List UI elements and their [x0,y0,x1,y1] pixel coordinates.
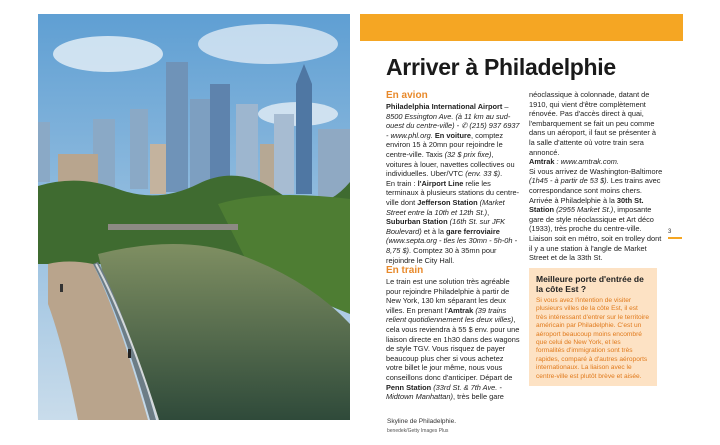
airport-address: 8500 Essington Ave. (à 11 km au sud-ouest du centre-ville) - ✆ (215) 937 6937 - www.phl.org. [386,111,520,140]
30th-station: 30th St. Station [529,195,644,215]
amtrak-label: Amtrak [529,157,555,167]
gare-address: (www.septa.org - tles les 30mn - 5h-0h - 8,75 $) [386,236,518,255]
amtrak-site: : www.amtrak.com. [554,157,619,167]
airport-line: l'Airport Line [417,178,464,188]
airport-name: Philadelphia International Airport [386,102,503,111]
sidebar-box-title: Meilleure porte d'entrée de la côte Est ? [536,274,644,294]
penn-address: (33rd St. & 7th Ave. - Midtown Manhattan) [386,382,502,402]
skyline-photo [38,14,350,420]
paragraph-gare: néoclassique à colonnade, datant de 1910, qui vient d'être complètement rénovée. Pas d'accès direct à quai, l'embarquement se fait un peu comme dans un aéroport, il faut se présenter à la salle d'attente où votre train sera annoncé. [529,90,656,157]
car-label: En voiture [432,130,472,140]
amtrak-note: (39 trains relient quotidiennement les deux villes) [386,305,514,325]
photo-caption: Skyline de Philadelphie. [387,418,457,425]
train-lead: En train : [386,178,418,188]
suburban-station: Suburban Station [386,217,448,227]
text: . Comptez 30 à 35mn pour rejoindre le City Hall. [386,245,497,265]
text: , imposante gare de style néoclassique et Art déco (1933), très proche du centre-ville. Liaison soit en métro, soit en trolley dont il y a une station à l'angle de Market Street et de la 33th St. [529,205,662,263]
washington-note: (1h45 - à partir de 53 $) [529,176,607,186]
paragraph-train [386,277,520,402]
page-number: 3 [668,229,672,235]
gare-ferroviaire: gare ferroviaire [446,226,500,236]
photo-credit: benedek/Getty Images Plus [387,428,449,434]
section-heading-avion: En avion [386,90,428,101]
text-column-2 [529,90,663,263]
text-column-1 [386,90,520,402]
text: . Les trains avec correspondance sont moins chers. [529,176,661,195]
amtrak: Amtrak [447,305,474,315]
penn-station: Penn Station [386,382,432,392]
text: Arrivée à Philadelphie à la [529,195,617,205]
sidebar-box [529,268,657,386]
30th-station-address: (2955 Market St.) [554,205,614,215]
paragraph-airport-line [386,179,520,265]
paragraph-amtrak [529,157,663,263]
jefferson-station: Jefferson Station [417,197,478,207]
text: , [487,207,490,217]
dash: – [502,102,509,111]
section-heading-train: En train [386,265,424,277]
text: , très belle gare [452,392,504,402]
header-accent-bar [360,14,683,41]
car-text: , comptez environ 15 à 20mn pour rejoindre le centre-ville. Taxis [386,130,504,159]
page-marker [668,237,682,239]
paragraph-avion [386,102,520,179]
sidebar-box-body: Si vous avez l'intention de visiter plusieurs villes de la côte Est, il est très intéressant d'entrer sur le territoire américain par Philadelphie. C'est un aéroport beaucoup moins encombré que celui de New York, et les formalités d'immigration sont très rapides, comparé à d'autres aéroports internationaux. La liaison avec le centre-ville est plutôt brève et aisée. [536,297,650,380]
taxi-after: , voitures à louer, navettes collectives ou individuelles. Uber/VTC [386,149,515,179]
uber-after: . [500,169,503,179]
jefferson-address: (Market Street entre la 10th et 12th St.) [386,197,505,217]
taxi-price: (32 $ prix fixe) [444,149,492,159]
text: Le train est une solution très agréable pour rejoindre Philadelphie à partir de New York, 130 km séparant les deux villes. En prenant l' [386,277,510,315]
text: Si vous arrivez de Washington-Baltimore [529,166,663,176]
text: , cela vous reviendra à 55 $ env. pour une liaison directe en 1h30 dans des wagons de style TGV. Vous risquez de payer beaucoup plus cher si vous achetez votre billet le jour même, nous vous conseillons donc d'anticiper. Départ de [386,315,520,383]
text: relie les terminaux à plusieurs stations du centre-ville dont [386,178,520,207]
uber-price: (env. 33 $) [465,169,501,179]
text: et à la [421,226,446,236]
page-title: Arriver à Philadelphie [386,54,616,80]
suburban-address: (16th St. sur JFK Boulevard) [386,217,506,236]
